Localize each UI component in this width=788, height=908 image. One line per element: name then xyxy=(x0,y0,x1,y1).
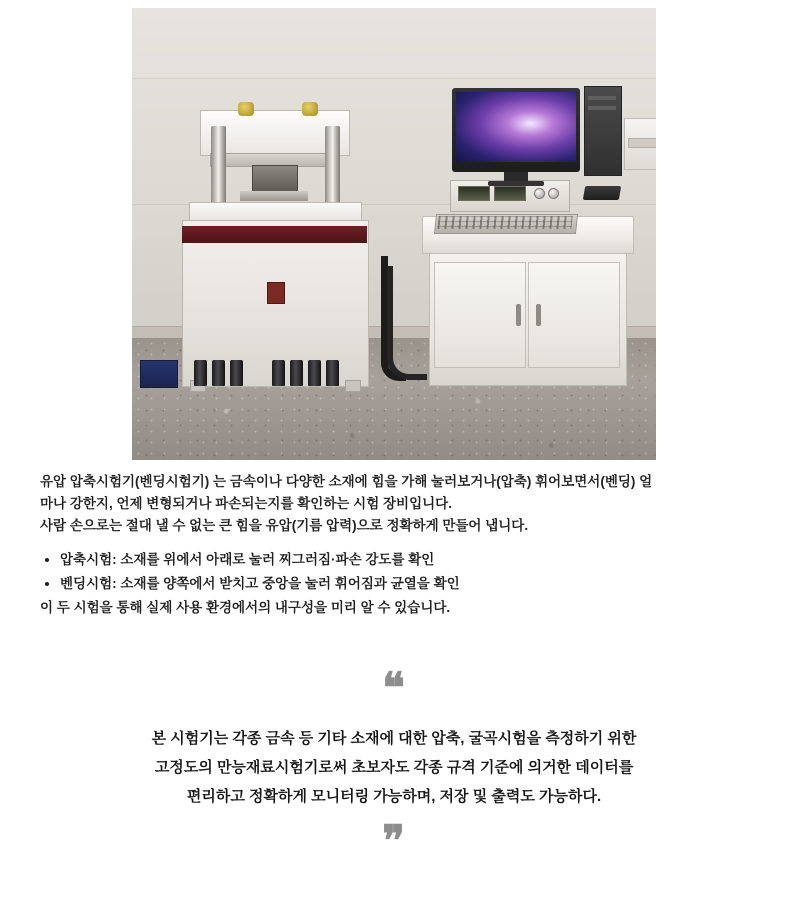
hydraulic-hose-secondary xyxy=(387,266,427,380)
quote-line: 편리하고 정확하게 모니터링 가능하며, 저장 및 출력도 가능하다. xyxy=(186,788,602,805)
wall-seam-upper xyxy=(132,78,656,79)
press-control-plate xyxy=(267,282,285,304)
quote-line: 본 시험기는 각종 금속 등 기타 소재에 대한 압축, 굴곡시험을 측정하기 위한 xyxy=(151,730,637,747)
control-panel-knob-2[interactable] xyxy=(548,188,559,199)
description-line-3: 사람 손으로는 절대 낼 수 없는 큰 힘을 유압(기름 압력)으로 정확하게 만들어 냅니다. xyxy=(40,518,529,533)
press-knob-left xyxy=(238,102,254,116)
monitor-foot xyxy=(488,181,544,186)
quote-open-mark: ❝ xyxy=(382,666,406,712)
monitor-screen xyxy=(456,92,576,162)
tool-case xyxy=(140,360,178,388)
printer-paper-tray xyxy=(628,138,656,148)
pc-tower-drive-slot xyxy=(588,106,616,110)
console-door-right xyxy=(528,262,620,368)
console-door-handle-right[interactable] xyxy=(536,304,541,326)
description-line-2: 마나 강한지, 언제 변형되거나 파손되는지를 확인하는 시험 장비입니다. xyxy=(40,496,452,511)
pull-quote xyxy=(0,666,788,865)
equipment-photo xyxy=(132,8,656,460)
test-specimen xyxy=(212,360,225,386)
press-anvil xyxy=(240,191,308,201)
console-keyboard-keys[interactable] xyxy=(437,216,572,229)
test-specimen xyxy=(272,360,285,386)
description-text xyxy=(40,472,748,618)
press-knob-right xyxy=(302,102,318,116)
quote-line: 고정도의 만능재료시험기로써 초보자도 각종 규격 기준에 의거한 데이터를 xyxy=(154,759,634,776)
press-ram xyxy=(252,165,298,193)
quote-text xyxy=(0,724,788,811)
description-line-1: 유압 압축시험기(벤딩시험기) 는 금속이나 다양한 소재에 힘을 가해 눌러보거나(압축) 휘어보면서(벤딩) 얼 xyxy=(40,474,653,489)
test-type-list xyxy=(40,550,748,594)
test-specimen xyxy=(230,360,243,386)
handheld-remote[interactable] xyxy=(583,186,621,200)
control-panel-display-left xyxy=(458,186,490,201)
list-item: • 벤딩시험: 소재를 양쪽에서 받치고 중앙을 눌러 휘어짐과 균열을 확인 xyxy=(60,574,748,594)
description-closing: 이 두 시험을 통해 실제 사용 환경에서의 내구성을 미리 알 수 있습니다. xyxy=(40,600,451,615)
press-foot-right xyxy=(345,380,361,392)
console-door-left xyxy=(434,262,526,368)
control-panel-knob-1[interactable] xyxy=(534,188,545,199)
console-door-handle-left[interactable] xyxy=(516,304,521,326)
photo-canvas xyxy=(132,8,656,460)
test-specimen xyxy=(290,360,303,386)
test-specimen xyxy=(194,360,207,386)
list-item: • 압축시험: 소재를 위에서 아래로 눌러 찌그러짐·파손 강도를 확인 xyxy=(60,550,748,570)
control-panel-display-right xyxy=(494,186,526,201)
pc-tower-drive-slot xyxy=(588,96,616,100)
test-specimen xyxy=(326,360,339,386)
press-accent-stripe xyxy=(182,226,367,243)
quote-close-mark: ❞ xyxy=(382,819,406,865)
test-specimen xyxy=(308,360,321,386)
document-page xyxy=(0,8,788,908)
